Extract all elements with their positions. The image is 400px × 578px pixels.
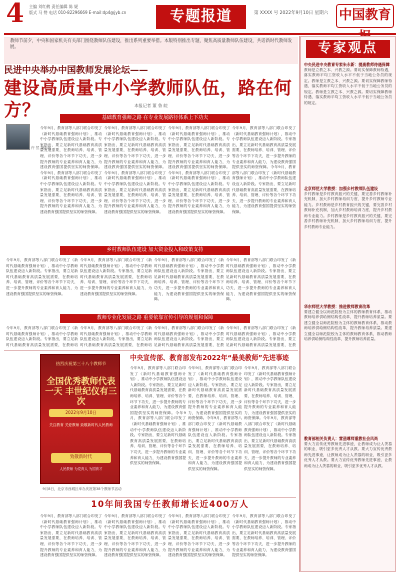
sidebar-item: 华东师范大学教授：推进教师教育改革 要建立健全以师范院校为主体的教师教育体系，推动教师培养供给侧结构性改革，提升教师培养质量。要建立健全以师范院校为主体的教师教育体系，推动教师培养供给侧结构性改革，提升教师培养质量。要建立健全以师范院校为主体的教师教育体系，推动教师培养供给侧结构性改革，提升教师培养质量。 <box>304 304 392 341</box>
body-column: 今年9月，教育部等八部门联合印发了《新时代基础教育强师计划》，推动中小学教师队伍建设迈入新阶段。专家指出，要立足新时代基础教育高质量发展需要，在教师培养、培训、管理、评价等各个环节下功夫，进一步提升教师的专业素养和育人能力，为建设教育强国提供坚实的师资保障。今年9月，教育部等八部门联合印发了《新时代基础教育强师计划》，推动中小学教师队伍建设迈入新阶段。专家指出，要立足新时代基础教育高质量发展需要，在教师培养、培训、管理、评价等各个环节下功夫，进一步提升教师的专业素养和育人能力，为建设教育强国提供坚实的师资保障。 <box>244 366 296 471</box>
sidebar-header: 专家观点 <box>306 40 390 58</box>
masthead-rule <box>4 33 396 35</box>
issue-info: 第 XXXX 号 2022年9月10日 星期六 <box>254 11 329 16</box>
body-column: 今年9月，教育部等八部门联合印发了《新时代基础教育强师计划》，推动中小学教师队伍建设迈入新阶段。专家指出，要立足新时代基础教育高质量发展需要，在教师培养、培训、管理、评价等各个环节下功夫，进一步提升教师的专业素养和育人能力，为建设教育强国提供坚实的师资保障。 <box>80 258 152 296</box>
author-photo <box>6 124 30 150</box>
section-divider <box>4 350 298 351</box>
sidebar-item: 中央民进中央教育专家朱永新：提高教师待遇保障 教师是立教之本、兴教之源。要切实保障教师待遇，落实教师平均工资收入水平不低于当地公务员的规定。教师是立教之本、兴教之源。要切实保障教师待遇，落实教师平均工资收入水平不低于当地公务员的规定。教师是立教之本、兴教之源。要切实保障教师待遇，落实教师平均工资收入水平不低于当地公务员的规定。 <box>304 62 392 105</box>
subhead-2: 乡村教师队伍建设 加大资金投入和政策支持 <box>60 246 250 255</box>
body-column: 今年9月，教育部等八部门联合印发了《新时代基础教育强师计划》，推动中小学教师队伍建设迈入新阶段。专家指出，要立足新时代基础教育高质量发展需要，在教师培养、培训、管理、评价等各个环节下功夫，进一步提升教师的专业素养和育人能力，为建设教育强国提供坚实的师资保障。今年9月，教育部等八部门联合印发了《新时代基础教育强师计划》，推动中小学教师队伍建设迈入新阶段。专家指出，要立足新时代基础教育高质量发展需要，在教师培养、培训、管理、评价等各个环节下功夫，进一步提升教师的专业素养和育人能力，为建设教育强国提供坚实的师资保障。 <box>188 366 242 471</box>
masthead <box>0 0 400 34</box>
teachers-day-banner: 热烈庆祝第三十八个教师节 全国优秀教师代表一天 丰世纪仪有三次 2022年9月10日 关注教育 关爱教师 致敬新时代人民教师 致敬新时代 人民教师 为党育人 为国育才 <box>40 354 120 484</box>
body-column: 今年9月，教育部等八部门联合印发了《新时代基础教育强师计划》，推动中小学教师队伍建设迈入新阶段。专家指出，要立足新时代基础教育高质量发展需要，在教师培养、培训、管理、评价等各个环节下功夫，进一步提升教师的专业素养和育人能力，为建设教育强国提供坚实的师资保障。今年9月，教育部等八部门联合印发了《新时代基础教育强师计划》，推动中小学教师队伍建设迈入新阶段。专家指出，要立足新时代基础教育高质量发展需要，在教师培养、培训、管理、评价等各个环节下功夫，进一步提升教师的专业素养和育人能力，为建设教育强国提供坚实的师资保障。 <box>232 126 296 214</box>
photo-caption: 许 然 摄影报 <box>31 146 52 150</box>
sidebar-item: 教育部相关负责人：营造尊师重教社会风尚 要大力宣传优秀教师先进事迹，让教师成为让人羡慕的职业，吸引更多优秀人才从教。要大力宣传优秀教师先进事迹，让教师成为让人羡慕的职业，吸引更多优秀人才从教。要大力宣传优秀教师先进事迹，让教师成为让人羡慕的职业，吸引更多优秀人才从教。 <box>304 436 392 468</box>
body-column: 今年9月，教育部等八部门联合印发了《新时代基础教育强师计划》，推动中小学教师队伍建设迈入新阶段。专家指出，要立足新时代基础教育高质量发展需要，在教师培养、培训、管理、评价等各个环节下功夫，进一步提升教师的专业素养和育人能力，为建设教育强国提供坚实的师资保障。今年9月，教育部等八部门联合印发了《新时代基础教育强师计划》，推动中小学教师队伍建设迈入新阶段。专家指出，要立足新时代基础教育高质量发展需要，在教师培养、培训、管理、评价等各个环节下功夫，进一步提升教师的专业素养和育人能力，为建设教育强国提供坚实的师资保障。 <box>40 126 102 214</box>
body-column: 今年9月，教育部等八部门联合印发了《新时代基础教育强师计划》，推动中小学教师队伍建设迈入新阶段。专家指出，要立足新时代基础教育高质量发展需要，在教 <box>154 326 224 347</box>
body-column: 今年9月，教育部等八部门联合印发了《新时代基础教育强师计划》，推动中小学教师队伍建设迈入新阶段。专家指出，要立足新时代基础教育高质量发展需要，在教师培养、培训、管理、评价等各个环节下功夫，进一步提升教师的专业素养和育人能力，为建设教育强国提供坚实的师资保障。 <box>168 514 230 558</box>
second-headline: 中央宣传部、教育部发布2022年“最美教师”先进事迹 <box>130 354 289 362</box>
body-column: 今年9月，教育部等八部门联合印发了《新时代基础教育强师计划》，推动中小学教师队伍建设迈入新阶段。专家指出，要立足新时代基础教育高质量发展需要，在教师培养、培训、管理、评价等各个环节下功夫，进一步提升教师的专业素养和育人能力，为建设教育强国提供坚实的师资保障。 <box>40 514 102 558</box>
body-column: 今年9月，教育部等八部门联合印发了《新时代基础教育强师计划》，推动中小学教师队伍建设迈入新阶段。专家指出，要立足新时代基础教育高质量发展需要，在教 <box>226 326 296 347</box>
article-kicker: 民进中央举办中国教师发展论坛—— <box>4 66 149 76</box>
sidebar-item: 北京师范大学教授：加强乡村教师队伍建设 乡村教师是乡村教育振兴的关键，要完善乡村教师补充机制，加大乡村教师培训力度，提升乡村教师专业能力。乡村教师是乡村教育振兴的关键，要完善乡村教师补充机制，加大乡村教师培训力度，提升乡村教师专业能力。乡村教师是乡村教育振兴的关键，要完善乡村教师补充机制，加大乡村教师培训力度，提升乡村教师专业能力。 <box>304 186 392 229</box>
body-column: 今年9月，教育部等八部门联合印发了《新时代基础教育强师计划》，推动中小学教师队伍建设迈入新阶段。专家指出，要立足新时代基础教育高质量发展需要，在教师培 <box>6 326 78 347</box>
paper-logo: 中国教育 <box>336 4 394 28</box>
body-column: 今年9月，教育部等八部门联合印发了《新时代基础教育强师计划》，推动中小学教师队伍建设迈入新阶段。专家指出，要立足新时代基础教育高质量发展需要，在教师培养、培训、管理、评价等各个环节下功夫，进一步提升教师的专业素养和育人能力，为建设教育强国提供坚实的师资保障。 <box>154 258 224 302</box>
banner-caption: 9月8日，北京市西城区举办庆祝第38个教师节活动 <box>42 487 122 491</box>
body-column: 今年9月，教育部等八部门联合印发了《新时代基础教育强师计划》，推动中小学教师队伍建设迈入新阶段。专家指出，要立足新时代基础教育高质量发展需要，在教师培养、培训、管理、评价等各个环节下功夫，进一步提升教师的专业素养和育人能力，为建设教育强国提供坚实的师资保障。 <box>6 258 78 296</box>
body-column: 今年9月，教育部等八部门联合印发了《新时代基础教育强师计划》，推动中小学教师队伍建设迈入新阶段。专家指出，要立足新时代基础教育高质量发展需要，在教师培养、培训、管理、评价等各个环节下功夫，进一步提升教师的专业素养和育人能力，为建设教育强国提供坚实的师资保障。 <box>104 514 166 558</box>
body-column: 今年9月，教育部等八部门联合印发了《新时代基础教育强师计划》，推动中小学教师队伍建设迈入新阶段。专家指出，要立足新时代基础教育高质量发展需要，在教师培养、培训、管理、评价等各个环节下功夫，进一步提升教师的专业素养和育人能力，为建设教育强国提供坚实的师资保障。 <box>226 258 296 302</box>
page-number: 4 <box>6 0 25 29</box>
body-column: 今年9月，教育部等八部门联合印发了《新时代基础教育强师计划》，推动中小学教师队伍建设迈入新阶段。专家指出，要立足新时代基础教育高质量发展需要，在教师培养、培训、管理、评价等各个环节下功夫，进一步提升教师的专业素养和育人能力，为建设教育强国提供坚实的师资保障。今年9月，教育部等八部门联合印发了《新时代基础教育强师计划》，推动中小学教师队伍建设迈入新阶段。专家指出，要立足新时代基础教育高质量发展需要，在教师培养、培训、管理、评价等各个环节下功夫，进一步提升教师的专业素养和育人能力，为建设教育强国提供坚实的师资保障。 <box>104 126 166 214</box>
body-column: 今年9月，教育部等八部门联合印发了《新时代基础教育强师计划》，推动中小学教师队伍建设迈入新阶段。专家指出，要立足新时代基础教育高质量发展需要，在教师培养、培训、管理、评价等各个环节下功夫，进一步提升教师的专业素养和育人能力，为建设教育强国提供坚实的师资保障。今年9月，教育部等八部门联合印发了《新时代基础教育强师计划》，推动中小学教师队伍建设迈入新阶段。专家指出，要立足新时代基础教育高质量发展需要，在教师培养、培训、管理、评价等各个环节下功夫，进一步提升教师的专业素养和育人能力，为建设教育强国提供坚实的师资保障。 <box>130 366 186 466</box>
section-title: 专题报道 <box>156 5 246 29</box>
body-column: 今年9月，教育部等八部门联合印发了《新时代基础教育强师计划》，推动中小学教师队伍建设迈入新阶段。专家指出，要立足新时代基础教育高质量发展需要，在教师培养、培训、管理、评价等各个环节下功夫，进一步提升教师的专业素养和育人能力，为建设教育强国提供坚实的师资保障。今年9月，教育部等八部门联合印发了《新时代基础教育强师计划》，推动中小学教师队伍建设迈入新阶段。专家指出，要立足新时代基础教育高质量发展需要，在教师培养、培训、管理、评价等各个环节下功夫，进一步提升教师的专业素养和育人能力，为建设教育强国提供坚实的师资保障。 <box>168 126 230 214</box>
article-headline: 建设高质量中小学教师队伍，路在何方？ <box>4 79 292 121</box>
subhead-3: 教师专业化发展之路 重要依靠宣传引导的规划和保障 <box>60 314 250 323</box>
article-lede: 教师节前夕，中央和国家机关有关部门围绕教师队伍建设，推出系列重要举措。本版特别推出专题，聚焦高质量教师队伍建设，共话新时代教师发展。 <box>4 37 298 64</box>
bottom-headline: 10年间我国专任教师增长近400万人 <box>90 500 250 510</box>
article-byline: 本报记者 董 鲁 皖 <box>134 103 168 108</box>
masthead-editor-info: 主编 刘红鹤 责任编辑 陈 妮 版式 马 赞 电话 010-82296669 E-mail:dp4@jyb.cn <box>29 4 127 15</box>
body-column: 今年9月，教育部等八部门联合印发了《新时代基础教育强师计划》，推动中小学教师队伍建设迈入新阶段。专家指出，要立足新时代基础教育高质量发展需要，在教师培 <box>80 326 152 347</box>
section-divider <box>40 497 296 498</box>
subhead-1: 基础教育强师之路 在专业发展路径体系上下功夫 <box>60 114 250 123</box>
body-column: 今年9月，教育部等八部门联合印发了《新时代基础教育强师计划》，推动中小学教师队伍建设迈入新阶段。专家指出，要立足新时代基础教育高质量发展需要，在教师培养、培训、管理、评价等各个环节下功夫，进一步提升教师的专业素养和育人能力，为建设教育强国提供坚实的师资保障。 <box>232 514 296 558</box>
